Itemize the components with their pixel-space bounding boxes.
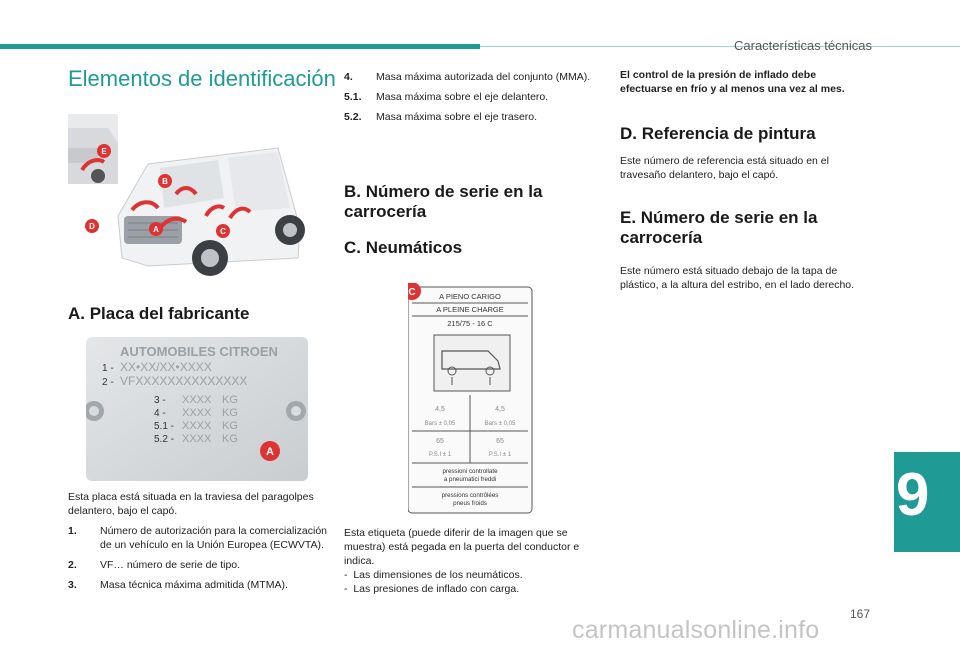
plate-row-unit: KG bbox=[222, 420, 238, 432]
tyre-rear-bars: Bars ± 0,05 bbox=[484, 421, 516, 427]
manufacturer-plate-image bbox=[86, 337, 308, 481]
header-accent-bar bbox=[0, 44, 480, 49]
mass-list-block bbox=[344, 70, 594, 130]
page-number: 167 bbox=[849, 607, 870, 621]
tyre-front-value: 4,5 bbox=[435, 406, 445, 413]
plate-brand: AUTOMOBILES CITROEN bbox=[120, 344, 278, 359]
plate-line2-num: 2 - bbox=[102, 377, 114, 388]
list-item: 3. Masa técnica máxima admitida (MTMA). bbox=[68, 579, 288, 591]
tyre-badge: C bbox=[408, 287, 416, 298]
plate-row-val: XXXX bbox=[182, 394, 212, 406]
tyre-pressure-label-image bbox=[408, 283, 536, 515]
list-item: 5.2. Masa máxima sobre el eje trasero. bbox=[344, 111, 538, 123]
tyre-fr-note2: pneus froids bbox=[453, 500, 487, 507]
manufacturer-plate-list bbox=[68, 524, 330, 592]
tyre-front-psi-tol: P.S.I ± 1 bbox=[428, 452, 452, 458]
plate-line2-val: VFXXXXXXXXXXXXXX bbox=[120, 374, 248, 388]
tyre-rear-value: 4,5 bbox=[495, 406, 505, 413]
watermark: carmanualsonline.info bbox=[572, 616, 820, 644]
tyre-rear-psi: 65 bbox=[496, 438, 504, 445]
pressure-warning: El control de la presión de inflado debe efectuarse en frío y al menos una vez al mes. bbox=[620, 69, 845, 95]
tyre-caption: Esta etiqueta (puede diferir de la imagen que se muestra) está pegada en la puerta del conductor e indica. bbox=[344, 527, 580, 567]
plate-row-num: 5.2 - bbox=[154, 434, 175, 445]
plate-row-num: 4 - bbox=[154, 408, 166, 419]
paint-reference-text: Este número de referencia está situado en el travesaño delantero, bajo el capó. bbox=[620, 155, 829, 181]
plate-row-unit: KG bbox=[222, 407, 238, 419]
van-label-c: C bbox=[220, 227, 226, 236]
chapter-tab bbox=[894, 452, 960, 552]
list-item: 4. Masa máxima autorizada del conjunto (MMA). bbox=[344, 71, 591, 83]
chapter-title: Características técnicas bbox=[734, 38, 872, 53]
list-item: 1. Número de autorización para la comercialización de un vehículo en la Unión Europea (ECWVTA). bbox=[68, 525, 328, 551]
heading-body-serial-e: E. Número de serie en la carrocería bbox=[620, 208, 818, 247]
tyre-it-note1: pressioni controllate bbox=[442, 468, 498, 475]
body-serial-text: Este número está situado debajo de la tapa de plástico, a la altura del estribo, en el lado derecho. bbox=[620, 265, 855, 291]
van-label-e: E bbox=[101, 147, 107, 156]
plate-row-val: XXXX bbox=[182, 433, 212, 445]
van-label-b: B bbox=[162, 177, 168, 186]
heading-tyres: C. Neumáticos bbox=[344, 238, 463, 257]
plate-row-val: XXXX bbox=[182, 420, 212, 432]
plate-row-unit: KG bbox=[222, 394, 238, 406]
van-illustration bbox=[68, 108, 320, 286]
plate-row-num: 3 - bbox=[154, 395, 166, 406]
manufacturer-plate-intro: Esta placa está situada en la traviesa del paragolpes delantero, bajo el capó. bbox=[68, 491, 314, 517]
van-label-a: A bbox=[153, 225, 159, 234]
list-item: 5.1. Masa máxima sobre el eje delantero. bbox=[344, 91, 549, 103]
tyre-caption-block bbox=[344, 526, 594, 596]
list-item: - Las presiones de inflado con carga. bbox=[344, 583, 520, 595]
tyre-front-bars: Bars ± 0,05 bbox=[424, 421, 456, 427]
manufacturer-plate-text bbox=[68, 490, 330, 598]
tyre-fr-note1: pressions contrôlées bbox=[441, 492, 499, 499]
chapter-number: 9 bbox=[896, 461, 930, 528]
tyre-front-psi: 65 bbox=[436, 438, 444, 445]
plate-line1-val: XX•XX/XX•XXXX bbox=[120, 360, 212, 374]
plate-row-num: 5.1 - bbox=[154, 421, 175, 432]
mass-list bbox=[344, 70, 594, 124]
tyre-size: 215/75 - 16 C bbox=[447, 319, 493, 328]
heading-paint-reference: D. Referencia de pintura bbox=[620, 124, 816, 143]
heading-manufacturer-plate: A. Placa del fabricante bbox=[68, 304, 250, 323]
tyre-line2: A PLEINE CHARGE bbox=[436, 305, 504, 314]
tyre-line1: A PIENO CARIGO bbox=[439, 292, 501, 301]
tyre-it-note2: a pneumatici freddi bbox=[443, 476, 497, 483]
heading-body-serial: B. Número de serie en la carrocería bbox=[344, 182, 543, 221]
tyre-rear-psi-tol: P.S.I ± 1 bbox=[488, 452, 512, 458]
plate-row-unit: KG bbox=[222, 433, 238, 445]
page-title: Elementos de identificación bbox=[68, 66, 336, 91]
list-item: - Las dimensiones de los neumáticos. bbox=[344, 569, 523, 581]
plate-row-val: XXXX bbox=[182, 407, 212, 419]
plate-line1-num: 1 - bbox=[102, 363, 114, 374]
list-item: 2. VF… número de serie de tipo. bbox=[68, 559, 241, 571]
van-label-d: D bbox=[89, 222, 95, 231]
plate-badge: A bbox=[266, 446, 274, 458]
header-rule bbox=[480, 46, 960, 47]
